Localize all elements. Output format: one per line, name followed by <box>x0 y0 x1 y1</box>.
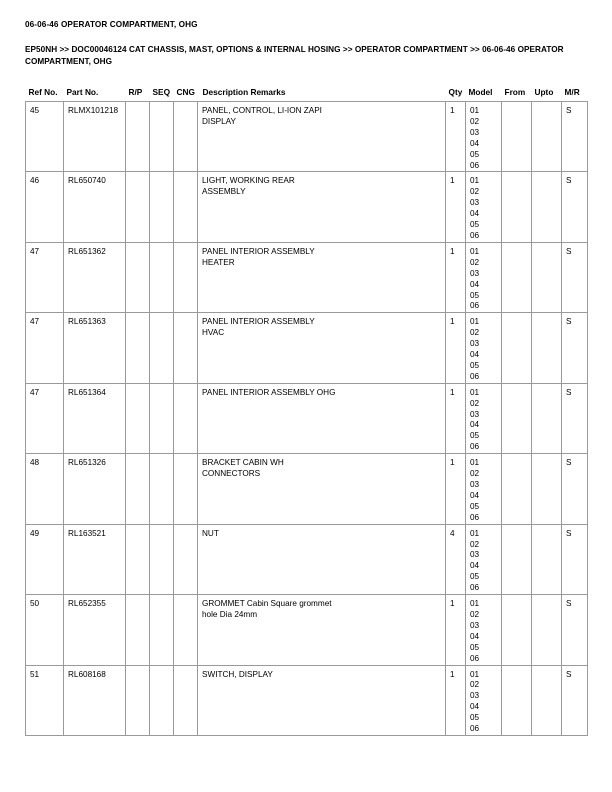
model-line: 06 <box>470 583 480 593</box>
parts-table <box>25 87 588 736</box>
table-row <box>26 313 588 383</box>
cell-model <box>466 524 502 594</box>
cell-model <box>466 102 502 172</box>
cell-rp <box>126 383 150 453</box>
model-line: 02 <box>470 609 480 619</box>
desc-line: SWITCH, DISPLAY <box>202 669 273 679</box>
desc-line: DISPLAY <box>202 116 236 126</box>
model-line: 01 <box>470 246 480 256</box>
model-line: 05 <box>470 290 480 300</box>
cell-ref: 46 <box>26 172 64 242</box>
model-line: 04 <box>470 420 480 430</box>
model-line: 06 <box>470 442 480 452</box>
desc-line: HEATER <box>202 257 235 267</box>
cell-qty: 1 <box>446 665 466 735</box>
cell-seq <box>150 383 174 453</box>
cell-upto <box>532 524 562 594</box>
cell-seq <box>150 313 174 383</box>
cell-part: RL651326 <box>64 454 126 524</box>
model-line: 03 <box>470 620 480 630</box>
cell-qty: 1 <box>446 102 466 172</box>
cell-part: RL651364 <box>64 383 126 453</box>
cell-mr: S <box>562 242 588 312</box>
cell-qty: 1 <box>446 595 466 665</box>
cell-rp <box>126 454 150 524</box>
table-row <box>26 242 588 312</box>
cell-from <box>502 383 532 453</box>
cell-part: RL608168 <box>64 665 126 735</box>
model-line: 06 <box>470 512 480 522</box>
desc-line: HVAC <box>202 328 225 338</box>
cell-model <box>466 242 502 312</box>
column-header-mr: M/R <box>564 87 580 97</box>
breadcrumb: EP50NH >> DOC00046124 CAT CHASSIS, MAST, OPTIONS & INTERNAL HOSING >> OPERATOR COMPARTMENT >> 06-06-46 OPERATOR COMPARTMENT, OHG <box>25 45 564 66</box>
cell-rp <box>126 102 150 172</box>
cell-seq <box>150 595 174 665</box>
model-line: 02 <box>470 398 480 408</box>
cell-model <box>466 595 502 665</box>
model-line: 05 <box>470 501 480 511</box>
cell-upto <box>532 242 562 312</box>
cell-mr: S <box>562 665 588 735</box>
model-line: 05 <box>470 220 480 230</box>
cell-model <box>466 454 502 524</box>
cell-qty: 1 <box>446 454 466 524</box>
cell-part: RLMX101218 <box>64 102 126 172</box>
cell-desc <box>198 524 446 594</box>
model-line: 03 <box>470 409 480 419</box>
cell-from <box>502 102 532 172</box>
cell-mr: S <box>562 313 588 383</box>
model-line: 05 <box>470 360 480 370</box>
page-title: 06-06-46 OPERATOR COMPARTMENT, OHG <box>25 20 198 29</box>
cell-ref: 50 <box>26 595 64 665</box>
desc-line: GROMMET Cabin Square grommet <box>202 599 332 609</box>
model-line: 01 <box>470 106 480 115</box>
model-line: 03 <box>470 198 480 208</box>
cell-from <box>502 454 532 524</box>
cell-seq <box>150 665 174 735</box>
cell-cng <box>174 102 198 172</box>
model-line: 06 <box>470 653 480 663</box>
column-header-part-no: Part No. <box>66 87 99 97</box>
cell-qty: 1 <box>446 383 466 453</box>
cell-from <box>502 595 532 665</box>
cell-from <box>502 242 532 312</box>
model-line: 01 <box>470 176 480 186</box>
cell-upto <box>532 172 562 242</box>
model-line: 02 <box>470 116 480 126</box>
model-line: 05 <box>470 713 480 723</box>
cell-model <box>466 383 502 453</box>
cell-qty: 1 <box>446 242 466 312</box>
model-line: 02 <box>470 257 480 267</box>
cell-cng <box>174 172 198 242</box>
column-header-cng: CNG <box>176 87 195 97</box>
table-row <box>26 102 588 172</box>
cell-from <box>502 172 532 242</box>
model-line: 06 <box>470 230 480 240</box>
desc-line: PANEL INTERIOR ASSEMBLY OHG <box>202 387 336 397</box>
cell-ref: 47 <box>26 242 64 312</box>
model-line: 03 <box>470 268 480 278</box>
cell-rp <box>126 242 150 312</box>
cell-rp <box>126 172 150 242</box>
column-header-upto: Upto <box>534 87 554 97</box>
table-row <box>26 454 588 524</box>
cell-from <box>502 313 532 383</box>
cell-rp <box>126 665 150 735</box>
cell-seq <box>150 242 174 312</box>
model-line: 04 <box>470 561 480 571</box>
cell-cng <box>174 383 198 453</box>
cell-part: RL651362 <box>64 242 126 312</box>
cell-upto <box>532 102 562 172</box>
model-line: 05 <box>470 431 480 441</box>
desc-line: PANEL INTERIOR ASSEMBLY <box>202 246 315 256</box>
model-line: 05 <box>470 149 480 159</box>
column-header-model: Model <box>468 87 493 97</box>
cell-part: RL652355 <box>64 595 126 665</box>
model-line: 05 <box>470 572 480 582</box>
cell-mr: S <box>562 172 588 242</box>
model-line: 01 <box>470 458 480 468</box>
cell-cng <box>174 665 198 735</box>
desc-line: hole Dia 24mm <box>202 609 258 619</box>
cell-desc <box>198 665 446 735</box>
cell-desc <box>198 102 446 172</box>
model-line: 06 <box>470 724 480 734</box>
model-line: 04 <box>470 209 480 219</box>
column-header-rp: R/P <box>128 87 143 97</box>
table-header-row <box>26 87 588 102</box>
cell-part: RL163521 <box>64 524 126 594</box>
cell-qty: 1 <box>446 313 466 383</box>
column-header-ref-no: Ref No. <box>28 87 58 97</box>
cell-desc <box>198 454 446 524</box>
cell-cng <box>174 524 198 594</box>
model-line: 01 <box>470 528 480 538</box>
desc-line: NUT <box>202 528 219 538</box>
cell-cng <box>174 595 198 665</box>
cell-upto <box>532 595 562 665</box>
model-line: 02 <box>470 680 480 690</box>
model-line: 02 <box>470 187 480 197</box>
desc-line: ASSEMBLY <box>202 187 246 197</box>
cell-seq <box>150 172 174 242</box>
table-row <box>26 172 588 242</box>
cell-model <box>466 665 502 735</box>
column-header-seq: SEQ <box>152 87 171 97</box>
desc-line: CONNECTORS <box>202 468 261 478</box>
cell-seq <box>150 102 174 172</box>
cell-upto <box>532 454 562 524</box>
cell-from <box>502 665 532 735</box>
model-line: 05 <box>470 642 480 652</box>
cell-part: RL651363 <box>64 313 126 383</box>
cell-rp <box>126 595 150 665</box>
table-row <box>26 595 588 665</box>
cell-mr: S <box>562 595 588 665</box>
model-line: 01 <box>470 669 480 679</box>
cell-part: RL650740 <box>64 172 126 242</box>
model-line: 03 <box>470 127 480 137</box>
cell-mr: S <box>562 383 588 453</box>
model-line: 02 <box>470 328 480 338</box>
model-line: 02 <box>470 469 480 479</box>
table-row <box>26 383 588 453</box>
model-line: 01 <box>470 599 480 609</box>
model-line: 04 <box>470 138 480 148</box>
model-line: 04 <box>470 631 480 641</box>
cell-upto <box>532 383 562 453</box>
cell-qty: 4 <box>446 524 466 594</box>
model-line: 03 <box>470 339 480 349</box>
column-header-from: From <box>504 87 526 97</box>
cell-ref: 48 <box>26 454 64 524</box>
cell-mr: S <box>562 102 588 172</box>
cell-ref: 51 <box>26 665 64 735</box>
model-line: 01 <box>470 387 480 397</box>
model-line: 02 <box>470 539 480 549</box>
cell-ref: 47 <box>26 313 64 383</box>
cell-seq <box>150 454 174 524</box>
cell-model <box>466 313 502 383</box>
cell-desc <box>198 242 446 312</box>
desc-line: LIGHT, WORKING REAR <box>202 176 295 186</box>
column-header-description-remarks: Description Remarks <box>202 87 286 97</box>
column-header-qty: Qty <box>448 87 463 97</box>
model-line: 04 <box>470 490 480 500</box>
model-line: 03 <box>470 691 480 701</box>
cell-desc <box>198 172 446 242</box>
model-line: 04 <box>470 279 480 289</box>
model-line: 04 <box>470 702 480 712</box>
table-row <box>26 524 588 594</box>
cell-ref: 45 <box>26 102 64 172</box>
model-line: 06 <box>470 301 480 311</box>
parts-table-header <box>26 87 588 102</box>
cell-rp <box>126 524 150 594</box>
cell-rp <box>126 313 150 383</box>
model-line: 06 <box>470 371 480 381</box>
cell-ref: 47 <box>26 383 64 453</box>
model-line: 04 <box>470 350 480 360</box>
cell-from <box>502 524 532 594</box>
cell-cng <box>174 454 198 524</box>
cell-upto <box>532 313 562 383</box>
cell-upto <box>532 665 562 735</box>
table-row <box>26 665 588 735</box>
cell-ref: 49 <box>26 524 64 594</box>
cell-cng <box>174 313 198 383</box>
model-line: 03 <box>470 550 480 560</box>
cell-cng <box>174 242 198 312</box>
desc-line: PANEL INTERIOR ASSEMBLY <box>202 317 315 327</box>
cell-seq <box>150 524 174 594</box>
cell-qty: 1 <box>446 172 466 242</box>
cell-desc <box>198 595 446 665</box>
cell-desc <box>198 383 446 453</box>
model-line: 01 <box>470 317 480 327</box>
cell-mr: S <box>562 454 588 524</box>
cell-model <box>466 172 502 242</box>
cell-desc <box>198 313 446 383</box>
model-line: 06 <box>470 160 480 170</box>
model-line: 03 <box>470 480 480 489</box>
desc-line: PANEL, CONTROL, LI-ION ZAPI <box>202 106 322 115</box>
desc-line: BRACKET CABIN WH <box>202 458 284 468</box>
cell-mr: S <box>562 524 588 594</box>
parts-table-body <box>26 102 588 736</box>
